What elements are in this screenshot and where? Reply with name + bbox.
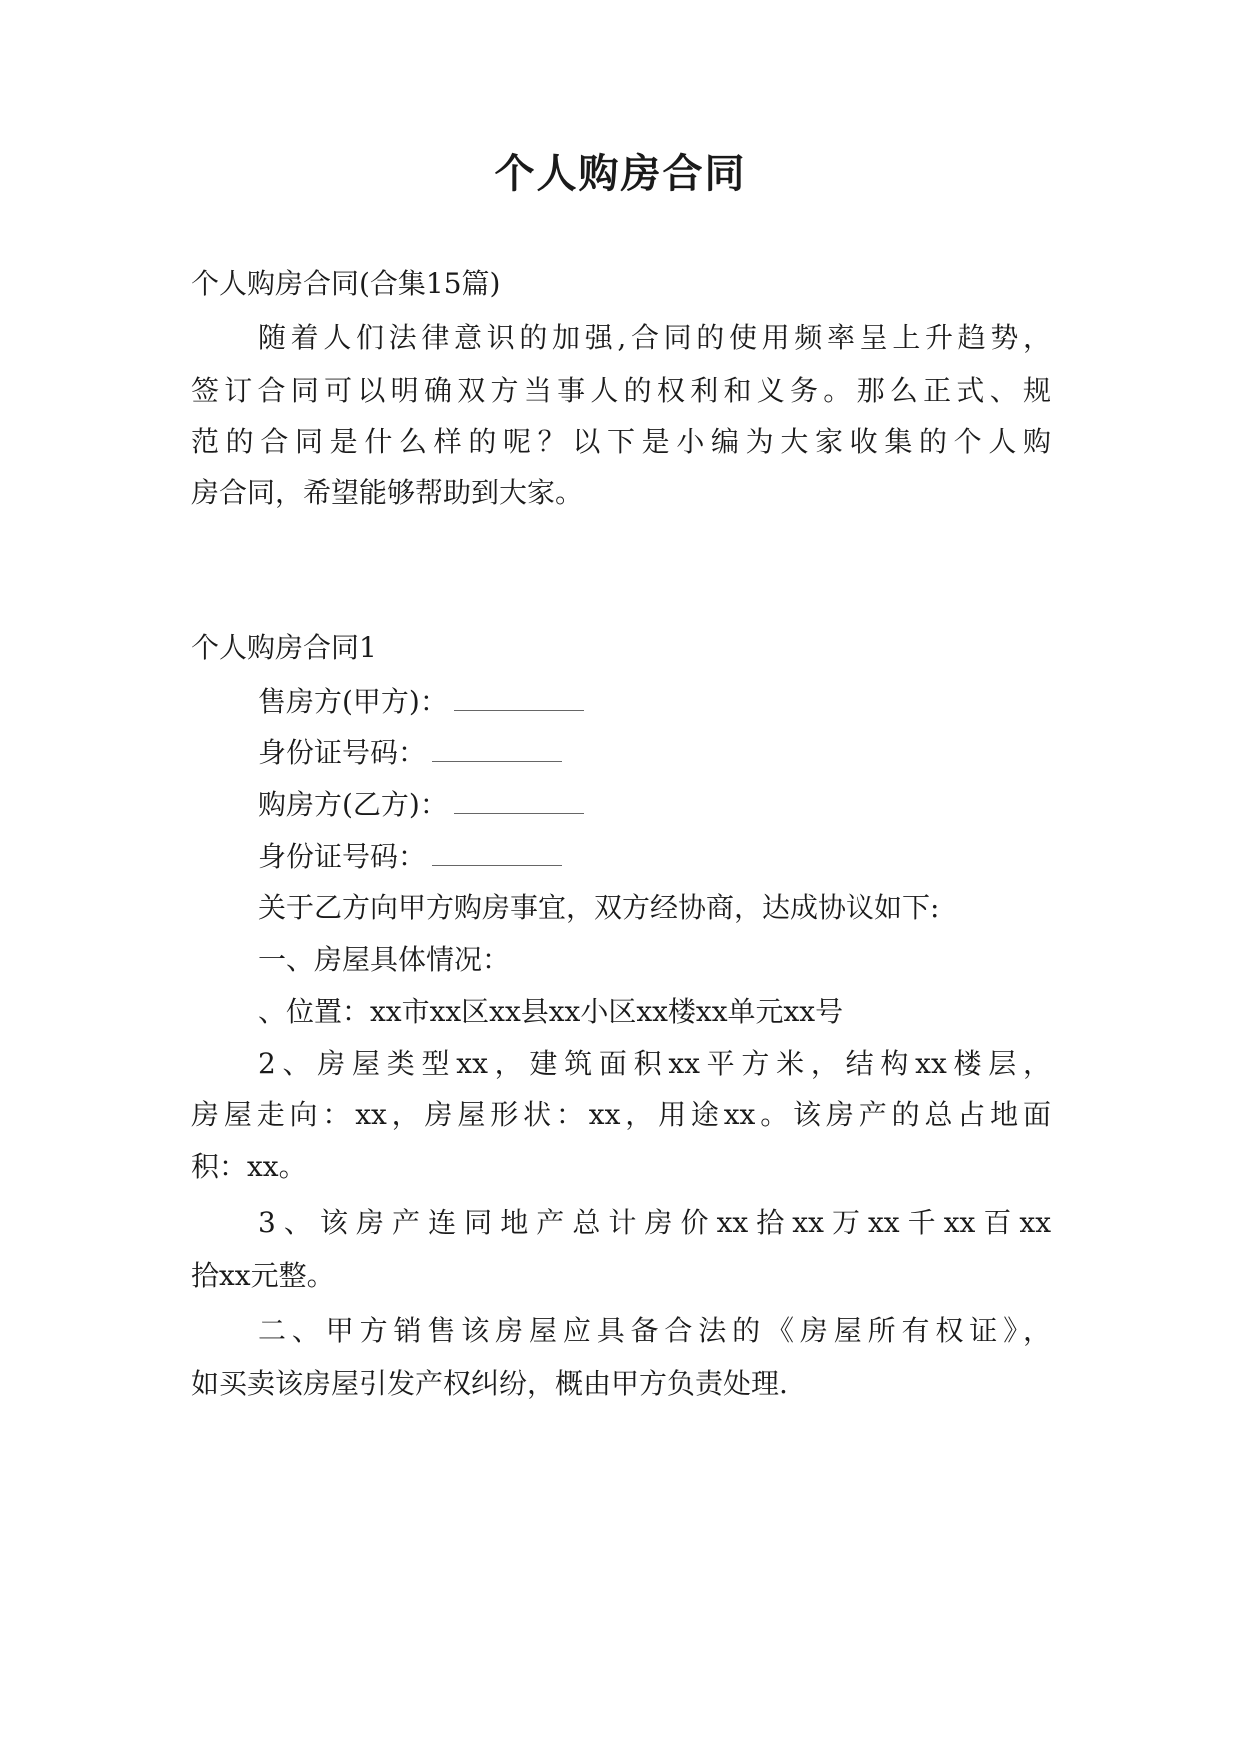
agreement-intro: 关于乙方向甲方购房事宜，双方经协商，达成协议如下: — [258, 891, 940, 924]
buyer-field — [258, 787, 584, 823]
buyer-id-blank — [432, 865, 562, 866]
price-clause-line: 3、该房产连同地产总计房价xx拾xx万xx千xx百xx — [258, 1206, 1051, 1239]
price-clause-line: 拾xx元整。 — [191, 1259, 335, 1292]
house-type-clause-line: 积：xx。 — [191, 1150, 307, 1183]
buyer-id-label: 身份证号码： — [258, 840, 427, 873]
document-title: 个人购房合同 — [494, 150, 747, 197]
house-type-clause-line: 2、房屋类型xx，建筑面积xx平方米，结构xx楼层， — [258, 1047, 1051, 1080]
house-type-clause-line: 房屋走向：xx，房屋形状：xx，用途xx。该房产的总占地面 — [191, 1098, 1051, 1131]
seller-blank — [454, 710, 584, 711]
seller-id-blank — [432, 761, 562, 762]
intro-paragraph-line: 范的合同是什么样的呢？以下是小编为大家收集的个人购 — [191, 425, 1051, 458]
section-one-heading: 一、房屋具体情况： — [258, 943, 511, 976]
location-clause: 、位置：xx市xx区xx县xx小区xx楼xx单元xx号 — [258, 995, 844, 1028]
seller-field — [258, 684, 584, 720]
intro-paragraph-line: 签订合同可以明确双方当事人的权利和义务。那么正式、规 — [191, 374, 1051, 407]
seller-id-label: 身份证号码： — [258, 736, 427, 769]
intro-paragraph-line: 随着人们法律意识的加强,合同的使用频率呈上升趋势， — [258, 321, 1051, 354]
buyer-id-field — [258, 839, 562, 875]
seller-label: 售房方(甲方)： — [258, 685, 448, 718]
intro-paragraph-line: 房合同，希望能够帮助到大家。 — [191, 476, 584, 509]
section-two-line: 二、甲方销售该房屋应具备合法的《房屋所有权证》， — [258, 1314, 1051, 1347]
seller-id-field — [258, 735, 562, 771]
buyer-label: 购房方(乙方)： — [258, 788, 448, 821]
collection-heading: 个人购房合同(合集15篇) — [191, 267, 501, 300]
contract-heading: 个人购房合同1 — [191, 631, 377, 664]
section-two-line: 如买卖该房屋引发产权纠纷，概由甲方负责处理. — [191, 1367, 788, 1400]
buyer-blank — [454, 813, 584, 814]
